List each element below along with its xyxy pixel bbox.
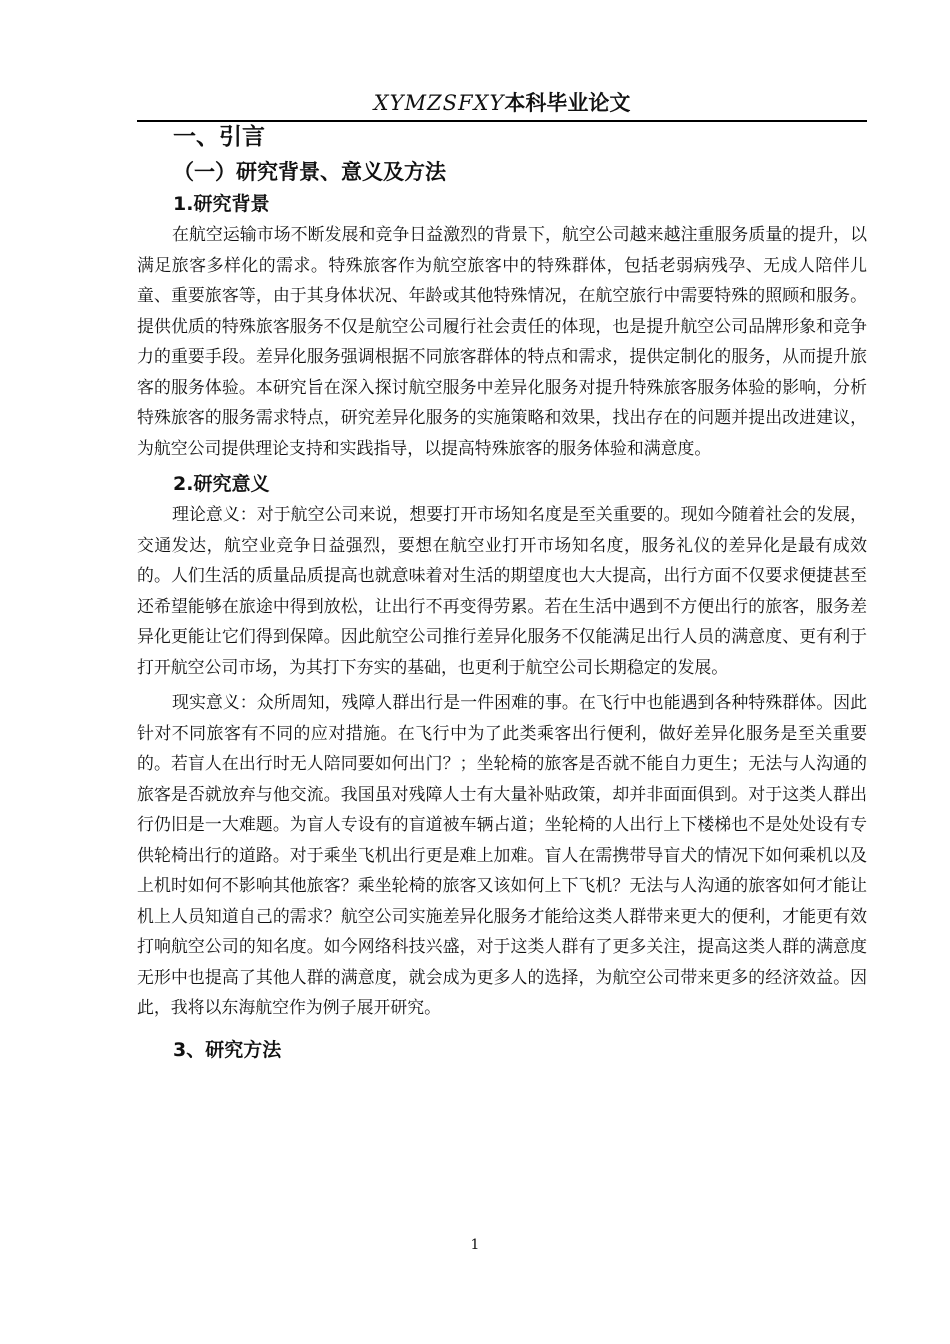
heading-research-methods: 3、研究方法 bbox=[173, 1038, 282, 1061]
paragraph-research-background: 在航空运输市场不断发展和竞争日益激烈的背景下，航空公司越来越注重服务质量的提升，以满足旅客多样化的需求。特殊旅客作为航空旅客中的特殊群体，包括老弱病残孕、无成人陪伴儿童、重要旅客等，由于其身体状况、年龄或其他特殊情况，在航空旅行中需要特殊的照顾和服务。提供优质的特殊旅客服务不仅是航空公司履行社会责任的体现，也是提升航空公司品牌形象和竞争力的重要手段。差异化服务强调根据不同旅客群体的特点和需求，提供定制化的服务，从而提升旅客的服务体验。本研究旨在深入探讨航空服务中差异化服务对提升特殊旅客服务体验的影响，分析特殊旅客的服务需求特点，研究差异化服务的实施策略和效果，找出存在的问题并提出改进建议，为航空公司提供理论支持和实践指导，以提高特殊旅客的服务体验和满意度。 bbox=[137, 224, 867, 458]
heading-research-significance: 2.研究意义 bbox=[173, 473, 270, 495]
paragraph-theoretical-significance: 理论意义：对于航空公司来说，想要打开市场知名度是至关重要的。现如今随着社会的发展，交通发达，航空业竞争日益强烈，要想在航空业打开市场知名度，服务礼仪的差异化是最有成效的。人们生活的质量品质提高也就意味着对生活的期望度也大大提高，出行方面不仅要求便捷甚至还希望能够在旅途中得到放松，让出行不再变得劳累。若在生活中遇到不方便出行的旅客，服务差异化更能让它们得到保障。因此航空公司推行差异化服务不仅能满足出行人员的满意度、更有利于打开航空公司市场，为其打下夯实的基础，也更利于航空公司长期稳定的发展。 bbox=[137, 504, 867, 677]
heading-research-background: 1.研究背景 bbox=[173, 193, 270, 215]
subsection-heading-background-significance-methods: （一）研究背景、意义及方法 bbox=[173, 160, 446, 184]
page-body bbox=[137, 121, 867, 1065]
section-heading-intro: 一、引言 bbox=[173, 124, 265, 150]
page-number: 1 bbox=[470, 1237, 480, 1253]
running-header bbox=[137, 90, 867, 116]
running-header-title: 本科毕业论文 bbox=[504, 90, 631, 115]
running-header-latin: XYMZSFXY bbox=[373, 91, 505, 115]
paragraph-practical-significance: 现实意义：众所周知，残障人群出行是一件困难的事。在飞行中也能遇到各种特殊群体。因此针对不同旅客有不同的应对措施。在飞行中为了此类乘客出行便利，做好差异化服务是至关重要的。若盲人在出行时无人陪同要如何出门？；坐轮椅的旅客是否就不能自力更生；无法与人沟通的旅客是否就放弃与他交流。我国虽对残障人士有大量补贴政策，却并非面面俱到。对于这类人群出行仍旧是一大难题。为盲人专设有的盲道被车辆占道；坐轮椅的人出行上下楼梯也不是处处设有专供轮椅出行的道路。对于乘坐飞机出行更是难上加难。盲人在需携带导盲犬的情况下如何乘机以及上机时如何不影响其他旅客？乘坐轮椅的旅客又该如何上下飞机？无法与人沟通的旅客如何才能让机上人员知道自己的需求？航空公司实施差异化服务才能给这类人群带来更大的便利，才能更有效打响航空公司的知名度。如今网络科技兴盛，对于这类人群有了更多关注，提高这类人群的满意度无形中也提高了其他人群的满意度，就会成为更多人的选择，为航空公司带来更多的经济效益。因此，我将以东海航空作为例子展开研究。 bbox=[137, 692, 867, 1017]
